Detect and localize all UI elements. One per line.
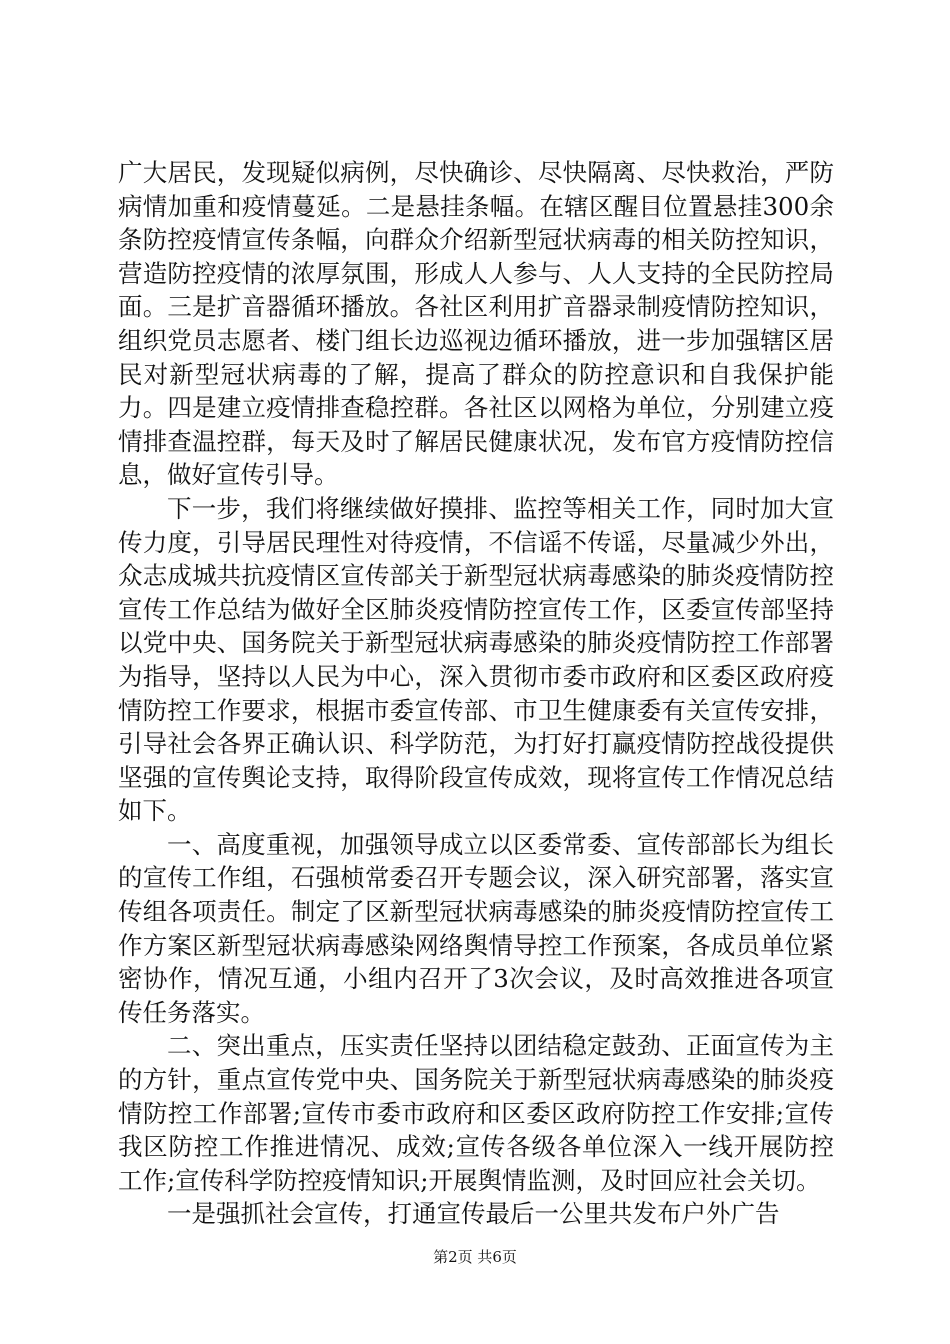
page-footer: 第2页 共6页: [433, 1248, 517, 1266]
paragraph-section-two: 二、突出重点，压实责任坚持以团结稳定鼓劲、正面宣传为主的方针，重点宣传党中央、国务院关于新型冠状病毒感染的肺炎疫情防控工作部署;宣传市委市政府和区委区政府防控工作安排;宣传我区防控工作推进情况、成效;宣传各级各单位深入一线开展防控工作;宣传科学防控疫情知识;开展舆情监测，及时回应社会关切。: [118, 1031, 834, 1195]
paragraph-section-one: 一、高度重视，加强领导成立以区委常委、宣传部部长为组长的宣传工作组，石强桢常委召开专题会议，深入研究部署，落实宣传组各项责任。制定了区新型冠状病毒感染的肺炎疫情防控宣传工作方案区新型冠状病毒感染网络舆情导控工作预案，各成员单位紧密协作，情况互通，小组内召开了3次会议，及时高效推进各项宣传任务落实。: [118, 829, 834, 1027]
paragraph-item-one: 一是强抓社会宣传，打通宣传最后一公里共发布户外广告: [167, 1199, 780, 1229]
document-body: [118, 156, 834, 1231]
paragraph-next-steps: 下一步，我们将继续做好摸排、监控等相关工作，同时加大宣传力度，引导居民理性对待疫情，不信谣不传谣，尽量减少外出，众志成城共抗疫情区宣传部关于新型冠状病毒感染的肺炎疫情防控宣传工作总结为做好全区肺炎疫情防控宣传工作，区委宣传部坚持以党中央、国务院关于新型冠状病毒感染的肺炎疫情防控工作部署为指导，坚持以人民为中心，深入贯彻市委市政府和区委区政府疫情防控工作要求，根据市委宣传部、市卫生健康委有关宣传安排，引导社会各界正确认识、科学防范，为打好打赢疫情防控战役提供坚强的宣传舆论支持，取得阶段宣传成效，现将宣传工作情况总结如下。: [118, 493, 834, 826]
paragraph-continued: 广大居民，发现疑似病例，尽快确诊、尽快隔离、尽快救治，严防病情加重和疫情蔓延。二是悬挂条幅。在辖区醒目位置悬挂300余条防控疫情宣传条幅，向群众介绍新型冠状病毒的相关防控知识，营造防控疫情的浓厚氛围，形成人人参与、人人支持的全民防控局面。三是扩音器循环播放。各社区利用扩音器录制疫情防控知识，组织党员志愿者、楼门组长边巡视边循环播放，进一步加强辖区居民对新型冠状病毒的了解，提高了群众的防控意识和自我保护能力。四是建立疫情排查稳控群。各社区以网格为单位，分别建立疫情排查温控群，每天及时了解居民健康状况，发布官方疫情防控信息，做好宣传引导。: [118, 158, 834, 490]
